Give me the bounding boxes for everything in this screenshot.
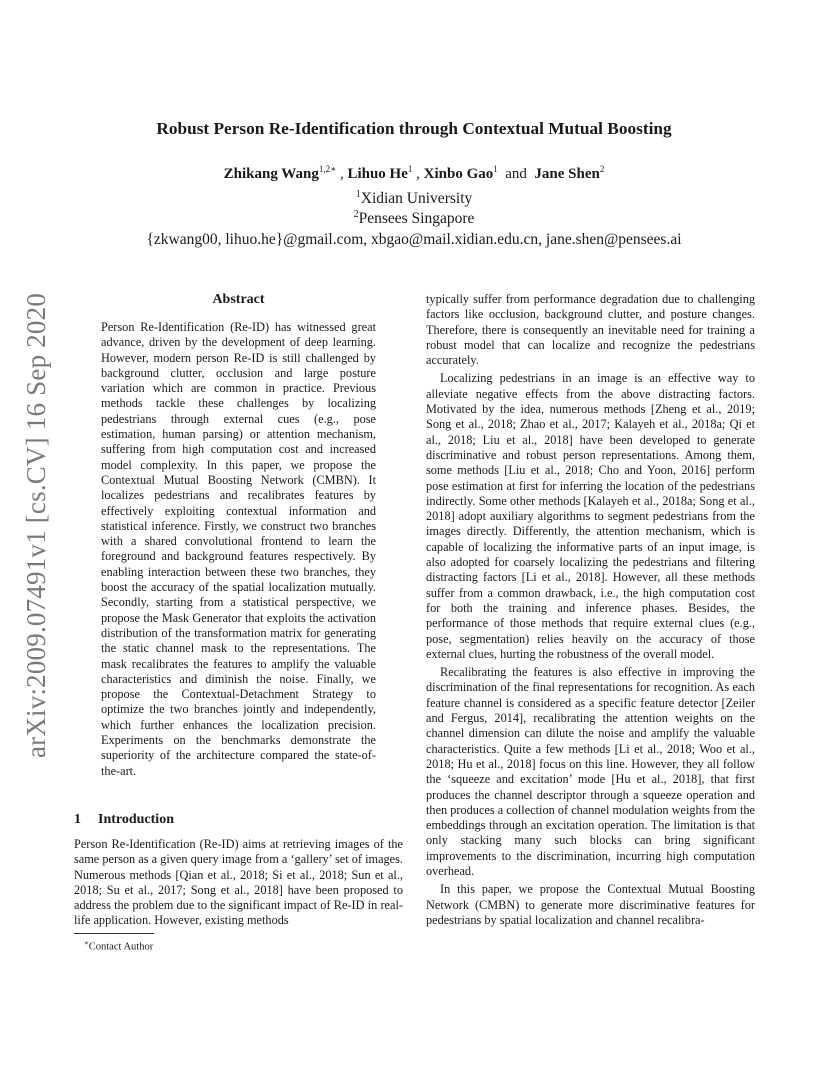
author-affiliation-mark: 1 <box>493 164 498 174</box>
affiliation-mark: 1 <box>355 189 361 200</box>
affiliation-2 <box>74 209 754 228</box>
introduction-column-left <box>74 837 403 929</box>
author-list <box>74 164 754 183</box>
body-paragraph: typically suffer from performance degradation due to challenging factors like occlusion, background clutter, and posture changes. Therefore, there is consequently an inevitable need for training a robust model that can localize and recognize the pedestrians accurately. <box>426 292 755 368</box>
right-column <box>426 292 755 928</box>
author-name: Zhikang Wang <box>223 166 319 182</box>
author-name: Xinbo Gao <box>423 166 494 182</box>
body-paragraph: In this paper, we propose the Contextual Mutual Boosting Network (CMBN) to generate more discriminative features for pedestrians by spatial localization and channel recalibra- <box>426 882 755 927</box>
author-name: Lihuo He <box>347 166 408 182</box>
section-title: Introduction <box>98 812 174 827</box>
abstract-heading: Abstract <box>212 292 265 307</box>
body-paragraph: Localizing pedestrians in an image is an effective way to alleviate negative effects from the above distracting factors. Motivated by the idea, numerous methods [Zheng et al., 2019; Song et al., 2018; Zhao et al., 2017; Kalayeh et al., 2018a; Qi et al., 2018; Liu et al., 2018] have been developed to generate discriminative and robust person representations. Among them, some methods [Liu et al., 2018; Cho and Yoon, 2016] perform pose estimation at first for inferring the location of the pedestrians indirectly. Some other methods [Kalayeh et al., 2018a; Song et al., 2018] adopt auxiliary algorithms to segment pedestrians from the images directly. Differently, the attention mechanism, which is capable of localizing the informative parts of an input image, is also adopted for coarsely localizing the pedestrians and filtering distracting factors [Li et al., 2018]. However, all these methods suffer from a common drawback, i.e., the high computation cost for both the training and inference phases. Besides, the performance of those methods that require external clues (e.g., pose, segmentation) relies heavily on the accuracy of those external clues, hurting the robustness of the overall model. <box>426 371 755 661</box>
abstract-text: Person Re-Identification (Re-ID) has witnessed great advance, driven by the development of deep learning. However, modern person Re-ID is still challenged by background clutter, occlusion and large posture variation which are common in practice. Previous methods tackle these challenges by localizing pedestrians through external cues (e.g., pose estimation, human parsing) or attention mechanism, suffering from high computation cost and increased model complexity. In this paper, we propose the Contextual Mutual Boosting Network (CMBN). It localizes pedestrians and recalibrates features by effectively exploiting contextual information and statistical inference. Firstly, we construct two branches with a shared convolutional frontend to learn the foreground and background features respectively. By enabling interaction between these two branches, they boost the accuracy of the spatial localization mutually. Secondly, starting from a statistical perspective, we propose the Mask Generator that exploits the activation distribution of the transformation matrix for generating the static channel mask to the representations. The mask recalibrates the features to amplify the valuable characteristics and diminish the noise. Finally, we propose the Contextual-Detachment Strategy to optimize the two branches jointly and independently, which further enhances the localization precision. Experiments on the benchmarks demonstrate the superiority of the architecture compared the state-of-the-art. <box>101 320 376 778</box>
arxiv-sidebar-stamp <box>20 285 54 765</box>
author-name: Jane Shen <box>534 166 600 182</box>
footnote-mark: ∗ <box>84 939 89 947</box>
footnote-text: Contact Author <box>88 941 154 953</box>
footnote <box>84 939 153 953</box>
author-affiliation-mark: 2 <box>599 164 605 174</box>
affiliation-mark: 2 <box>353 209 359 220</box>
affiliation-1 <box>74 189 754 208</box>
author-emails: {zkwang00, lihuo.he}@gmail.com, xbgao@mail.xidian.edu.cn, jane.shen@pensees.ai <box>146 231 682 248</box>
body-paragraph: Person Re-Identification (Re-ID) aims at retrieving images of the same person as a given query image from a ‘gallery’ set of images. Numerous methods [Qian et al., 2018; Si et al., 2018; Sun et al., 2018; Su et al., 2017; Song et al., 2018] have been proposed to address the problem due to the significant impact of Re-ID in real-life application. However, existing methods <box>74 837 403 928</box>
footnote-rule <box>74 933 154 934</box>
affiliation-name: Xidian University <box>360 190 473 208</box>
section-number: 1 <box>74 812 81 827</box>
author-separator: , <box>412 166 424 182</box>
affiliation-name: Pensees Singapore <box>358 210 475 228</box>
author-separator: , <box>336 166 348 182</box>
introduction-heading <box>74 812 174 828</box>
author-separator: and <box>497 166 535 182</box>
author-affiliation-mark: 1 <box>407 164 413 174</box>
body-paragraph: Recalibrating the features is also effective in improving the discrimination of the final representations for recognition. As each feature channel is considered as a specific feature detector [Zeiler and Fergus, 2014], recalibrating the attention weights on the channel dimension can dilute the noise and amplify the valuable characteristics. Quite a few methods [Li et al., 2018; Woo et al., 2018; Hu et al., 2018] focus on this line. However, they all follow the ‘squeeze and excitation’ mode [Hu et al., 2018], that first produces the channel descriptor through a squeeze operation and then produces a collection of channel modulation weights from the embeddings through an excitation operation. The limitation is that only stacking many such blocks can bring significant improvements to the discrimination, incurring high computation overhead. <box>426 665 755 878</box>
paper-title: Robust Person Re-Identification through Contextual Mutual Boosting <box>156 119 672 138</box>
author-affiliation-mark: 1,2∗ <box>318 164 337 174</box>
arxiv-identifier: arXiv:2009.07491v1 [cs.CV] 16 Sep 2020 <box>21 292 52 758</box>
